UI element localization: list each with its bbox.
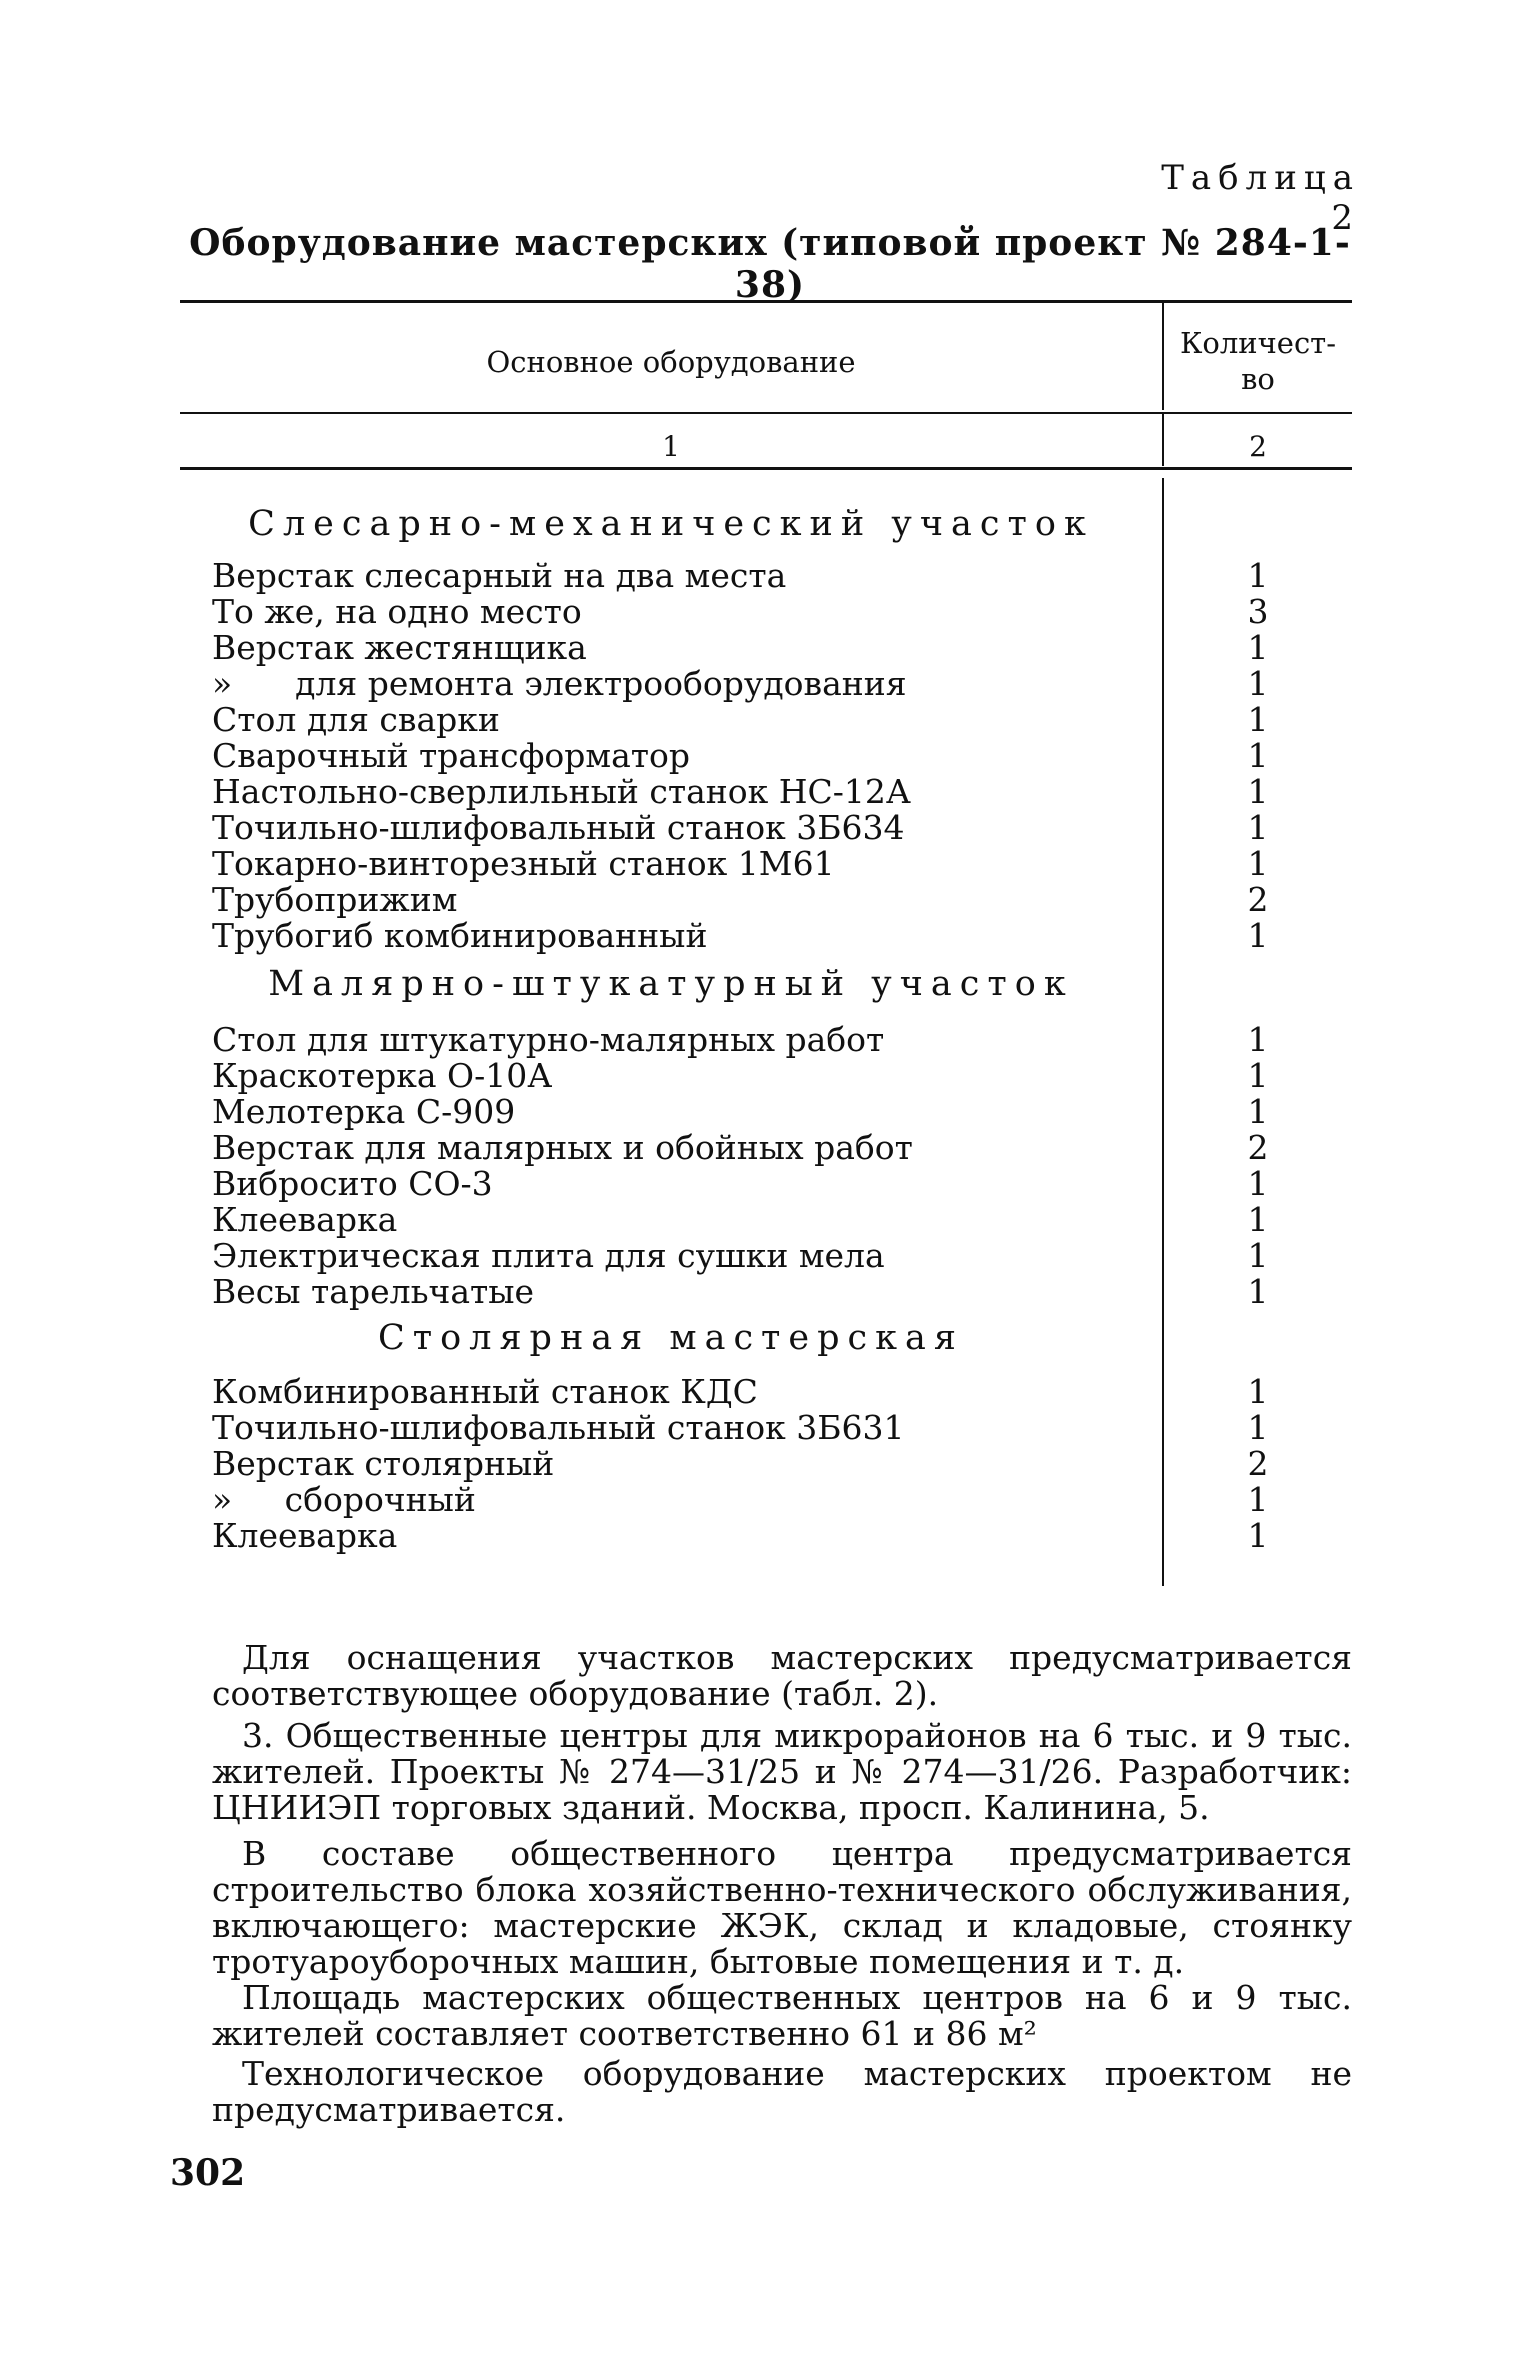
column-header-quantity-line2: во (1241, 362, 1275, 396)
table-row-qty: 1 (1247, 808, 1269, 847)
table-row-name: То же, на одно место (212, 592, 582, 631)
table-row-name: Настольно-сверлильный станок НС-12А (212, 772, 911, 811)
table-row-name: Вибросито СО-3 (212, 1164, 493, 1203)
table-row-name: Весы тарельчатые (212, 1272, 535, 1311)
table-row-name: » сборочный (212, 1480, 476, 1519)
column-header-quantity (1164, 325, 1352, 397)
table-row-name: Стол для сварки (212, 700, 500, 739)
table-row-qty: 1 (1247, 844, 1269, 883)
column-header-equipment: Основное оборудование (486, 345, 856, 379)
table-row-qty: 2 (1247, 1128, 1269, 1167)
table-caption: Оборудование мастерских (типовой проект № 284-1-38) (189, 222, 1351, 306)
paragraph: 3. Общественные центры для микрорайонов на 6 тыс. и 9 тыс. жителей. Проекты № 274—31/25 и № 274—31/26. Разработчик: ЦНИИЭП торговых зданий. Москва, просп. Калинина, 5. (212, 1716, 1352, 1827)
table-row-name: Сварочный трансформатор (212, 736, 691, 775)
table-row-name: Верстак слесарный на два места (212, 556, 787, 595)
table-row-name: Токарно-винторезный станок 1М61 (212, 844, 835, 883)
table-row-qty: 1 (1247, 628, 1269, 667)
table-row-qty: 1 (1247, 1200, 1269, 1239)
table-row-qty: 1 (1247, 1480, 1269, 1519)
paragraph: Для оснащения участков мастерских предусматривается соответствующее оборудование (табл. 2). (212, 1638, 1352, 1713)
table-row-qty: 1 (1247, 772, 1269, 811)
table-row-qty: 1 (1247, 556, 1269, 595)
table-row-name: Электрическая плита для сушки мела (212, 1236, 885, 1275)
table-row-name: Трубоприжим (212, 880, 458, 919)
table-row-name: Мелотерка С-909 (212, 1092, 516, 1131)
table-row-qty: 1 (1247, 700, 1269, 739)
table-row-qty: 1 (1247, 736, 1269, 775)
table-row-qty: 1 (1247, 1056, 1269, 1095)
table-row-qty: 1 (1247, 664, 1269, 703)
table-row-name: Верстак столярный (212, 1444, 555, 1483)
table-row-qty: 1 (1247, 1516, 1269, 1555)
table-row-qty: 1 (1247, 1020, 1269, 1059)
table-row-name: Стол для штукатурно-малярных работ (212, 1020, 885, 1059)
table-row-qty: 2 (1247, 880, 1269, 919)
table-row-name: Трубогиб комбинированный (212, 916, 708, 955)
table-row-qty: 1 (1247, 1408, 1269, 1447)
table-row-name: Краскотерка О-10А (212, 1056, 553, 1095)
section-title: Столярная мастерская (378, 1318, 964, 1358)
table-label: Таблица 2 (1161, 158, 1360, 238)
table-row-name: » для ремонта электрооборудования (212, 664, 907, 703)
table-row-qty: 1 (1247, 1272, 1269, 1311)
header-rule (180, 412, 1352, 414)
table-row-qty: 2 (1247, 1444, 1269, 1483)
table-row-qty: 1 (1247, 1236, 1269, 1275)
paragraph: Площадь мастерских общественных центров на 6 и 9 тыс. жителей составляет соответственно 61 и 86 м² (212, 1978, 1352, 2053)
table-top-rule (180, 300, 1352, 303)
column-number-1: 1 (662, 430, 680, 463)
column-number-2: 2 (1249, 430, 1267, 463)
table-row-name: Точильно-шлифовальный станок 3Б631 (212, 1408, 905, 1447)
table-row-qty: 1 (1247, 1372, 1269, 1411)
table-row-qty: 1 (1247, 1092, 1269, 1131)
section-title: Слесарно-механический участок (248, 504, 1094, 544)
table-row-name: Комбинированный станок КДС (212, 1372, 758, 1411)
paragraph: Технологическое оборудование мастерских проектом не предусматривается. (212, 2054, 1352, 2129)
table-row-qty: 3 (1247, 592, 1269, 631)
table-row-qty: 1 (1247, 1164, 1269, 1203)
table-row-name: Точильно-шлифовальный станок 3Б634 (212, 808, 905, 847)
page-number: 302 (170, 2152, 246, 2194)
section-title: Малярно-штукатурный участок (268, 964, 1074, 1004)
column-number-rule (180, 467, 1352, 470)
table-row-name: Клееварка (212, 1200, 398, 1239)
table-row-name: Верстак для малярных и обойных работ (212, 1128, 913, 1167)
table-row-name: Верстак жестянщика (212, 628, 587, 667)
paragraph: В составе общественного центра предусматривается строительство блока хозяйственно-технического обслуживания, включающего: мастерские ЖЭК, склад и кладовые, стоянку тротуароуборочных машин, бытовые помещения и т. д. (212, 1834, 1352, 1981)
column-header-quantity-line1: Количест- (1179, 326, 1337, 360)
table-row-name: Клееварка (212, 1516, 398, 1555)
table-row-qty: 1 (1247, 916, 1269, 955)
